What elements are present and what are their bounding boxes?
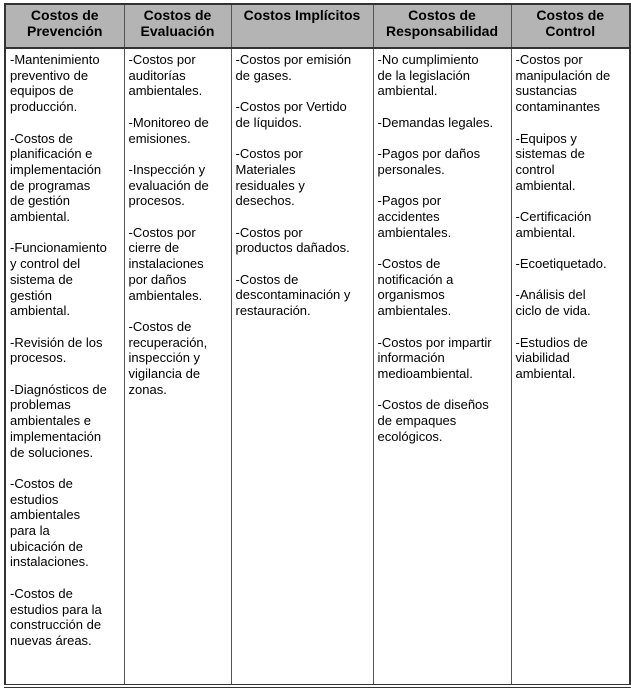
column-header: Costos Implícitos xyxy=(231,4,373,48)
cost-item: -No cumplimiento de la legislación ambiental. xyxy=(377,52,479,99)
cost-item: -Demandas legales. xyxy=(377,114,494,130)
cost-item: -Costos por manipulación de sustancias contaminantes xyxy=(515,52,611,115)
column-cell xyxy=(5,48,124,686)
header-row xyxy=(5,4,630,48)
cost-item: -Costos de recuperación, inspección y vigilancia de zonas. xyxy=(128,318,208,397)
cost-item: -Costos de diseños de empaques ecológicos. xyxy=(377,397,489,444)
cost-item: -Costos de planificación e implementación de programas de gestión ambiental. xyxy=(10,130,102,225)
cost-item: -Costos de descontaminación y restauración. xyxy=(235,271,351,319)
cost-item: -Estudios de viabilidad ambiental. xyxy=(515,334,588,381)
cost-item: -Pagos por accidentes ambientales. xyxy=(377,193,452,240)
cost-item: -Funcionamiento y control del sistema de gestión ambiental. xyxy=(10,240,107,319)
cost-item: -Análisis del ciclo de vida. xyxy=(515,287,591,319)
environmental-costs-table xyxy=(4,3,631,688)
cost-item: -Pagos por daños personales. xyxy=(377,146,481,177)
column-header: Costos de Control xyxy=(511,4,630,48)
cost-item: -Costos de estudios para la construcción de nuevas áreas. xyxy=(10,585,102,648)
cost-item: -Costos por cierre de instalaciones por daños ambientales. xyxy=(128,224,204,303)
cost-item: -Costos por emisión de gases. xyxy=(235,52,352,83)
column-header: Costos de Evaluación xyxy=(124,4,231,48)
cost-item: -Costos por Vertido de líquidos. xyxy=(235,99,347,130)
cost-item: -Costos de notificación a organismos ambientales. xyxy=(377,256,454,319)
cost-item: -Mantenimiento preventivo de equipos de producción. xyxy=(10,52,100,115)
cost-item: -Diagnósticos de problemas ambientales e implementación de soluciones. xyxy=(10,381,107,460)
cost-item: -Inspección y evaluación de procesos. xyxy=(128,161,209,209)
cost-item: -Revisión de los procesos. xyxy=(10,334,103,366)
column-cell xyxy=(511,48,630,686)
column-cell xyxy=(373,48,511,686)
column-header: Costos de Prevención xyxy=(5,4,124,48)
column-cell xyxy=(231,48,373,686)
cost-item: -Equipos y sistemas de control ambiental. xyxy=(515,130,585,193)
cost-item: -Costos por impartir información medioambiental. xyxy=(377,334,492,381)
column-cell xyxy=(124,48,231,686)
cost-item: -Costos por auditorías ambientales. xyxy=(128,52,203,99)
cost-item: -Costos de estudios ambientales para la ubicación de instalaciones. xyxy=(10,475,89,570)
cost-item: -Costos por productos dañados. xyxy=(235,224,350,256)
body-row xyxy=(5,48,630,686)
cost-item: -Monitoreo de emisiones. xyxy=(128,114,209,146)
column-header: Costos de Responsabilidad xyxy=(373,4,511,48)
cost-item: -Ecoetiquetado. xyxy=(515,256,607,272)
cost-item: -Costos por Materiales residuales y desechos. xyxy=(235,146,305,209)
cost-item: -Certificación ambiental. xyxy=(515,209,592,240)
